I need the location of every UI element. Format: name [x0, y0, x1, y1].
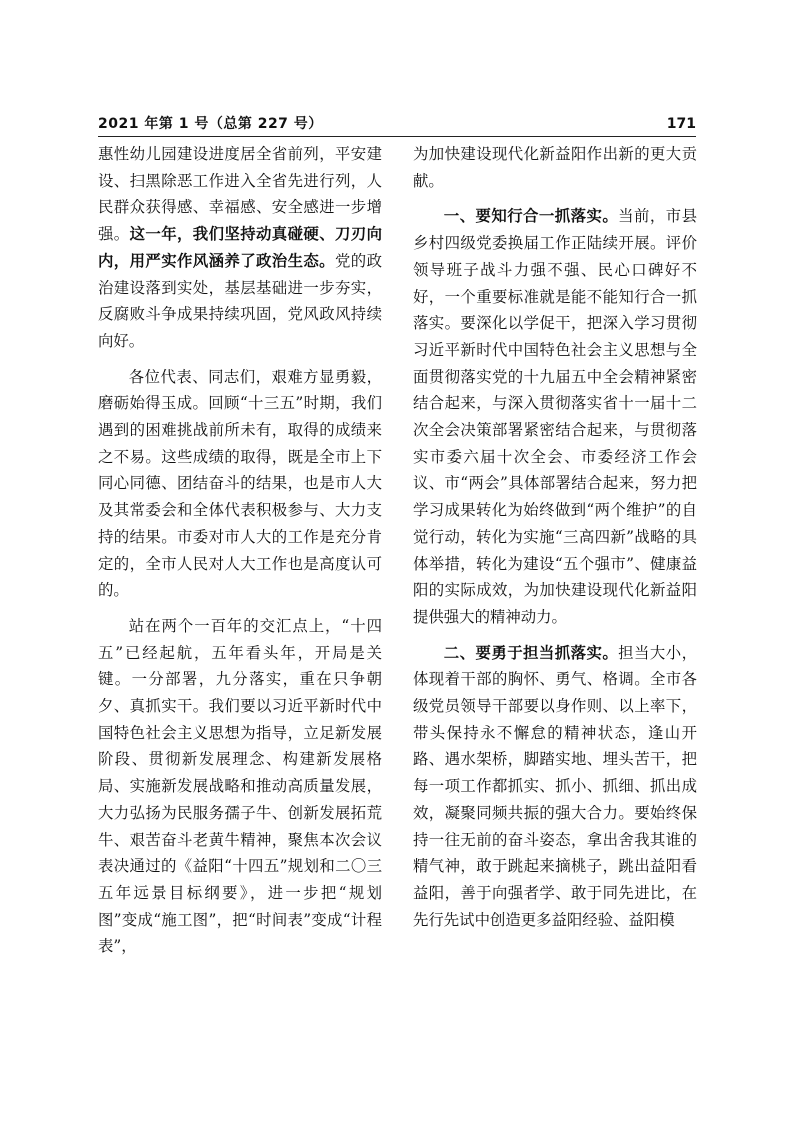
text-run: 惠性幼儿园建设进度居全省前列，平安建设、扫黑除恶工作进入全省先进行列，人民群众获得感、幸福感、安全感进一步增强。 [98, 145, 382, 244]
paragraph: 为加快建设现代化新益阳作出新的更大贡献。 [413, 145, 697, 190]
bold-text: 这一年，我们坚持动真碰硬、刀刃向内，用严实作风涵养了政治生态。 [98, 225, 382, 270]
section-heading: 一、要知行合一抓落实。 [443, 207, 619, 226]
text-run: 当前，市县乡村四级党委换届工作正陆续开展。评价领导班子战斗力强不强、民心口碑好不好，一个重要标准就是能不能知行合一抓落实。要深化以学促干，把深入学习贯彻习近平新时代中国特色社会主义思想与全面贯彻落实党的十九届五中全会精神紧密结合起来，与深入贯彻落实省十一届十二次全会决策部署紧密结合起来，与贯彻落实市委六届十次全会、市委经济工作会议、市“两会”具体部署结合起来，努力把学习成果转化为始终做到“两个维护”的自觉行动，转化为实施“三高四新”战略的具体举措，转化为建设“五个强市”、健康益阳的实际成效，为加快建设现代化新益阳提供强大的精神动力。 [413, 207, 697, 626]
paragraph [413, 640, 697, 934]
paragraph [98, 141, 382, 355]
paragraph [413, 203, 697, 630]
text-run: 党的政治建设落到实处，基层基础进一步夯实，反腐败斗争成果持续巩固，党风政风持续向好。 [98, 251, 382, 350]
issue-label: 2021 年第 1 号（总第 227 号） [98, 116, 323, 132]
section-heading: 二、要勇于担当抓落实。 [443, 643, 619, 662]
text-run: 担当大小，体现着干部的胸怀、勇气、格调。全市各级党员领导干部要以身作则、以上率下，带头保持永不懈怠的精神状态，逢山开路、遇水架桥，脚踏实地、埋头苦干，把每一项工作都抓实、抓小、抓细、抓出成效，凝聚同频共振的强大合力。要始终保持一往无前的奋斗姿态，拿出舍我其谁的精气神，敢于跳起来摘桃子，跳出益阳看益阳，善于向强者学、敢于同先进比，在先行先试中创造更多益阳经验、益阳模 [413, 643, 697, 929]
page-number: 171 [666, 116, 696, 132]
paragraph: 站在两个一百年的交汇点上，“十四五”已经起航，五年看头年，开局是关键。一分部署，九分落实，重在只争朝夕、真抓实干。我们要以习近平新时代中国特色社会主义思想为指导，立足新发展阶段、贯彻新发展理念、构建新发展格局、实施新发展战略和推动高质量发展，大力弘扬为民服务孺子牛、创新发展拓荒牛、艰苦奋斗老黄牛精神，聚焦本次会议表决通过的《益阳“十四五”规划和二〇三五年远景目标纲要》，进一步把“规划图”变成“施工图”，把“时间表”变成“计程表”， [98, 616, 382, 956]
running-header [98, 114, 696, 136]
left-column [98, 141, 382, 969]
paragraph: 各位代表、同志们，艰难方显勇毅，磨砺始得玉成。回顾“十三五”时期，我们遇到的困难挑战前所未有，取得的成绩来之不易。这些成绩的取得，既是全市上下同心同德、团结奋斗的结果，也是市人大及其常委会和全体代表积极参与、大力支持的结果。市委对市人大的工作是充分肯定的，全市人民对人大工作也是高度认可的。 [98, 367, 382, 600]
right-column [413, 141, 697, 942]
header-divider [98, 136, 696, 137]
